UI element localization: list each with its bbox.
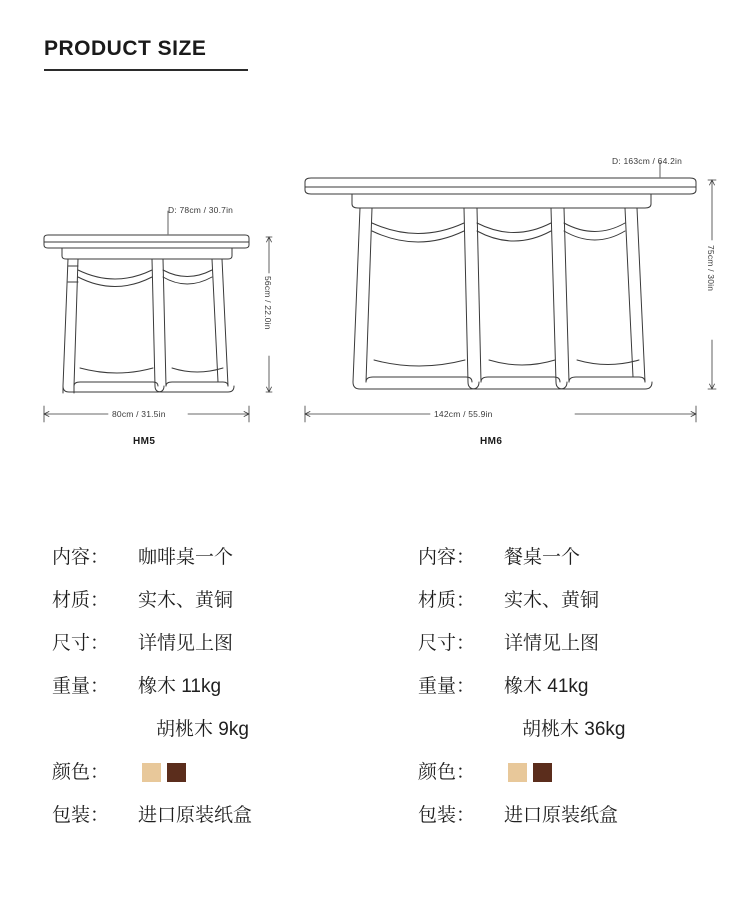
spec-key: 重量：	[418, 676, 476, 697]
right-model-name: HM6	[480, 436, 503, 447]
spec-value: 橡木 11kg	[138, 676, 222, 697]
spec-row	[52, 579, 252, 622]
spec-row	[418, 622, 625, 665]
color-swatch-walnut[interactable]	[533, 763, 552, 782]
spec-row	[52, 665, 252, 708]
spec-key: 材质：	[418, 590, 476, 611]
spec-row	[52, 708, 252, 751]
spec-column-hm5	[52, 536, 252, 837]
color-swatch-walnut[interactable]	[167, 763, 186, 782]
product-size-diagram	[0, 110, 750, 470]
spec-value: 咖啡桌一个	[138, 547, 234, 568]
spec-key: 内容：	[52, 547, 110, 568]
spec-value: 橡木 41kg	[504, 676, 589, 697]
spec-row-color	[52, 751, 252, 794]
spec-row	[418, 665, 625, 708]
spec-row	[52, 536, 252, 579]
spec-row	[418, 794, 625, 837]
spec-row-color	[418, 751, 625, 794]
spec-value: 详情见上图	[504, 633, 600, 654]
color-swatch-oak[interactable]	[142, 763, 161, 782]
left-model-name: HM5	[133, 436, 156, 447]
spec-key: 内容：	[418, 547, 476, 568]
title-underline	[44, 69, 248, 71]
spec-row	[418, 579, 625, 622]
spec-key: 包装：	[418, 805, 476, 826]
spec-key: 尺寸：	[418, 633, 476, 654]
left-depth-label: D: 78cm / 30.7in	[168, 205, 234, 215]
spec-value: 餐桌一个	[504, 547, 581, 568]
spec-row	[52, 794, 252, 837]
page-header	[44, 36, 254, 71]
spec-column-hm6	[418, 536, 625, 837]
spec-key: 重量：	[52, 676, 110, 697]
spec-key: 包装：	[52, 805, 110, 826]
color-swatches	[502, 751, 558, 794]
right-width-label: 142cm / 55.9in	[434, 409, 493, 419]
spec-value: 胡桃木 9kg	[156, 719, 249, 740]
spec-key: 尺寸：	[52, 633, 110, 654]
spec-value: 实木、黄铜	[504, 590, 600, 611]
spec-row	[52, 622, 252, 665]
left-height-label: 56cm / 22.0in	[263, 276, 273, 330]
color-swatches	[136, 751, 192, 794]
spec-row	[418, 536, 625, 579]
spec-key: 材质：	[52, 590, 110, 611]
color-swatch-oak[interactable]	[508, 763, 527, 782]
spec-value: 胡桃木 36kg	[522, 719, 626, 740]
spec-value: 进口原装纸盒	[138, 805, 253, 826]
right-height-label: 75cm / 30in	[706, 245, 716, 292]
spec-value: 进口原装纸盒	[504, 805, 619, 826]
spec-row	[418, 708, 625, 751]
spec-key: 颜色：	[52, 762, 110, 783]
right-depth-label: D: 163cm / 64.2in	[612, 156, 683, 166]
page-title: PRODUCT SIZE	[44, 37, 207, 60]
left-width-label: 80cm / 31.5in	[112, 409, 166, 419]
spec-key: 颜色：	[418, 762, 476, 783]
spec-value: 详情见上图	[138, 633, 234, 654]
spec-value: 实木、黄铜	[138, 590, 234, 611]
